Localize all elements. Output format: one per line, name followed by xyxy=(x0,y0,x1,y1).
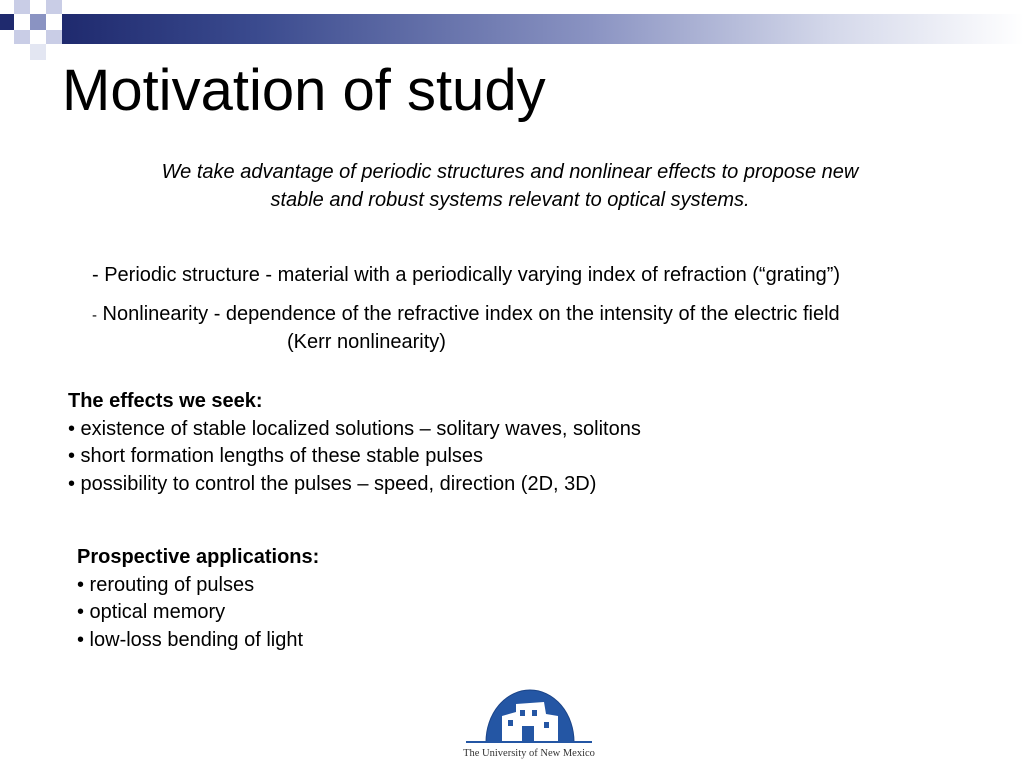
applications-heading: Prospective applications: xyxy=(77,546,320,568)
definitions xyxy=(92,262,992,356)
applications-item: • optical memory xyxy=(77,601,226,623)
header-decoration xyxy=(0,0,1024,60)
definition-dash: - xyxy=(92,307,97,324)
effects-section xyxy=(68,388,768,498)
decor-square xyxy=(30,44,46,60)
definition-nonlinear-text: Nonlinearity - dependence of the refractive index on the intensity of the electric field xyxy=(97,303,840,325)
effects-heading: The effects we seek: xyxy=(68,390,263,412)
definition-periodic: - Periodic structure - material with a periodically varying index of refraction (“grating”) xyxy=(92,264,841,286)
applications-item: • rerouting of pulses xyxy=(77,573,255,596)
university-logo xyxy=(458,680,600,766)
effects-item: • short formation lengths of these stable pulses xyxy=(68,445,484,467)
effects-item: • existence of stable localized solutions – solitary waves, solitons xyxy=(68,417,641,440)
decor-square xyxy=(46,0,62,14)
decor-square xyxy=(46,30,62,44)
effects-item: • possibility to control the pulses – speed, direction (2D, 3D) xyxy=(68,472,597,495)
decor-square xyxy=(14,0,30,14)
intro-line: stable and robust systems relevant to optical systems. xyxy=(270,189,750,211)
slide-title: Motivation of study xyxy=(62,58,546,123)
decor-square xyxy=(30,14,46,30)
university-name: The University of New Mexico xyxy=(463,748,595,759)
university-logo-icon xyxy=(458,680,600,748)
definition-nonlinear xyxy=(92,301,992,356)
applications-item: • low-loss bending of light xyxy=(77,628,304,651)
intro-line: We take advantage of periodic structures and nonlinear effects to propose new xyxy=(161,161,859,183)
applications-section xyxy=(77,544,577,654)
decor-square xyxy=(14,30,30,44)
header-gradient-band xyxy=(62,14,1024,44)
decor-square xyxy=(0,14,14,30)
intro-statement xyxy=(100,158,920,214)
definition-nonlinear-note: (Kerr nonlinearity) xyxy=(287,331,446,353)
